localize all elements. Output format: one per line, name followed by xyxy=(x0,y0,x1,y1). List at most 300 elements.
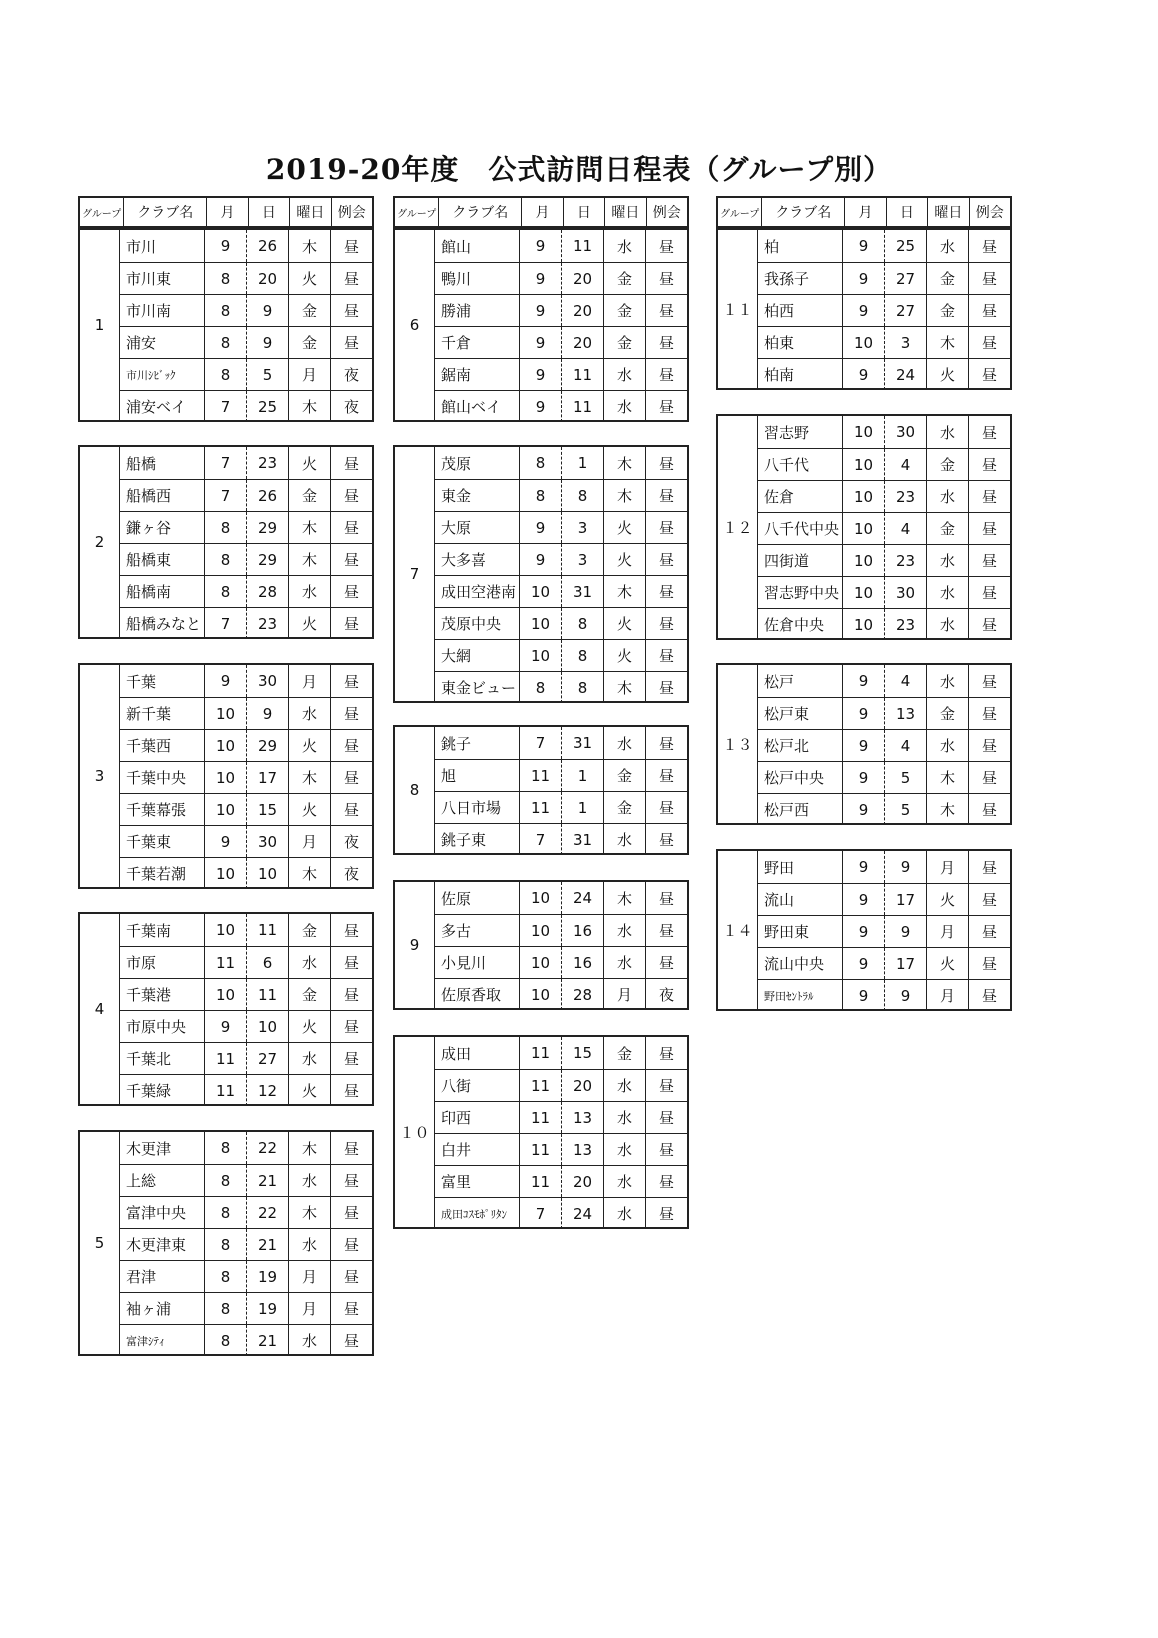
club-name: 船橋東 xyxy=(126,551,172,569)
visit-month: 10 xyxy=(842,545,884,576)
visit-day: 24 xyxy=(561,1198,603,1229)
visit-day: 9 xyxy=(246,327,288,358)
table-row xyxy=(758,665,1010,697)
meeting-type: 昼 xyxy=(968,416,1010,448)
visit-day: 20 xyxy=(561,327,603,358)
visit-month: 8 xyxy=(204,1325,246,1356)
club-name: 八千代中央 xyxy=(764,520,840,538)
visit-day: 9 xyxy=(246,295,288,326)
table-row xyxy=(758,326,1010,358)
club-name: 柏 xyxy=(764,237,780,256)
club-name: 千葉幕張 xyxy=(126,801,187,819)
group-block xyxy=(393,445,689,703)
meeting-type: 夜 xyxy=(330,391,372,422)
table-row xyxy=(120,447,372,479)
header-group: グループ xyxy=(397,208,437,220)
visit-month: 10 xyxy=(842,513,884,544)
visit-weekday: 水 xyxy=(603,230,645,262)
visit-weekday: 月 xyxy=(603,979,645,1010)
visit-weekday: 金 xyxy=(288,480,330,511)
visit-weekday: 木 xyxy=(288,762,330,793)
club-name: 茂原中央 xyxy=(441,615,502,633)
meeting-type: 昼 xyxy=(968,481,1010,512)
visit-month: 9 xyxy=(204,826,246,857)
meeting-type: 昼 xyxy=(645,824,687,855)
meeting-type: 昼 xyxy=(968,884,1010,915)
visit-day: 9 xyxy=(884,916,926,947)
table-row xyxy=(435,1165,687,1197)
club-name: 市川ｼﾋﾞｯｸ xyxy=(126,368,176,382)
visit-weekday: 水 xyxy=(288,1325,330,1356)
meeting-type: 昼 xyxy=(330,979,372,1010)
table-row xyxy=(120,262,372,294)
club-name: 千葉北 xyxy=(126,1050,172,1068)
visit-month: 9 xyxy=(519,230,561,262)
club-name: 新千葉 xyxy=(126,705,172,723)
table-row xyxy=(435,1133,687,1165)
header-group: グループ xyxy=(720,208,760,220)
visit-weekday: 木 xyxy=(288,1132,330,1164)
table-row xyxy=(435,1069,687,1101)
meeting-type: 昼 xyxy=(645,947,687,978)
club-name: 流山中央 xyxy=(764,955,825,973)
meeting-type: 昼 xyxy=(645,727,687,759)
visit-month: 8 xyxy=(204,1229,246,1260)
visit-weekday: 月 xyxy=(288,665,330,697)
visit-day: 4 xyxy=(884,449,926,480)
table-row xyxy=(435,543,687,575)
group-number: 3 xyxy=(80,665,120,887)
club-name: 野田東 xyxy=(764,923,810,941)
club-name: 成田空港南 xyxy=(441,583,517,601)
visit-month: 8 xyxy=(519,672,561,703)
visit-weekday: 月 xyxy=(288,1293,330,1324)
meeting-type: 昼 xyxy=(968,698,1010,729)
table-row xyxy=(120,857,372,889)
meeting-type: 昼 xyxy=(330,1043,372,1074)
visit-weekday: 木 xyxy=(926,794,968,825)
club-name: 館山ベイ xyxy=(441,398,502,416)
meeting-type: 昼 xyxy=(330,327,372,358)
club-name: 富津ｼﾃｨ xyxy=(126,1334,165,1348)
table-row xyxy=(120,479,372,511)
club-name: 松戸東 xyxy=(764,705,810,723)
visit-day: 29 xyxy=(246,512,288,543)
visit-day: 28 xyxy=(246,576,288,607)
meeting-type: 昼 xyxy=(645,512,687,543)
visit-weekday: 火 xyxy=(926,948,968,979)
visit-day: 11 xyxy=(561,230,603,262)
visit-month: 9 xyxy=(842,948,884,979)
visit-day: 28 xyxy=(561,979,603,1010)
meeting-type: 昼 xyxy=(645,792,687,823)
meeting-type: 昼 xyxy=(968,263,1010,294)
club-name: 佐原 xyxy=(441,889,472,908)
club-name: 大網 xyxy=(441,647,472,665)
club-name: 八千代 xyxy=(764,456,810,474)
visit-day: 23 xyxy=(884,481,926,512)
table-row xyxy=(435,511,687,543)
visit-weekday: 火 xyxy=(288,608,330,639)
meeting-type: 昼 xyxy=(968,513,1010,544)
visit-day: 5 xyxy=(884,794,926,825)
visit-month: 8 xyxy=(204,359,246,390)
visit-day: 20 xyxy=(561,1166,603,1197)
visit-day: 30 xyxy=(884,416,926,448)
visit-day: 1 xyxy=(561,447,603,479)
visit-month: 9 xyxy=(842,884,884,915)
meeting-type: 昼 xyxy=(645,608,687,639)
club-name: 千葉南 xyxy=(126,921,172,940)
visit-weekday: 水 xyxy=(926,416,968,448)
visit-weekday: 金 xyxy=(603,295,645,326)
visit-weekday: 金 xyxy=(926,263,968,294)
visit-month: 11 xyxy=(519,1102,561,1133)
visit-day: 17 xyxy=(884,884,926,915)
group-rows xyxy=(758,851,1010,1009)
visit-weekday: 木 xyxy=(288,1197,330,1228)
group-number: 1 xyxy=(80,230,120,420)
club-name: 柏南 xyxy=(764,366,795,384)
table-row xyxy=(120,825,372,857)
meeting-type: 昼 xyxy=(968,980,1010,1011)
club-name: 松戸西 xyxy=(764,801,810,819)
group-rows xyxy=(435,1037,687,1227)
table-row xyxy=(120,1164,372,1196)
table-row xyxy=(120,793,372,825)
visit-weekday: 木 xyxy=(603,447,645,479)
club-name: 館山 xyxy=(441,237,472,256)
visit-day: 11 xyxy=(246,914,288,946)
meeting-type: 昼 xyxy=(330,730,372,761)
header-month: 月 xyxy=(521,198,562,226)
table-row xyxy=(120,543,372,575)
club-name: 千倉 xyxy=(441,334,472,352)
visit-day: 30 xyxy=(246,665,288,697)
meeting-type: 夜 xyxy=(330,858,372,889)
visit-month: 10 xyxy=(204,858,246,889)
visit-day: 20 xyxy=(561,263,603,294)
table-row xyxy=(120,914,372,946)
header-club: クラブ名 xyxy=(123,198,206,226)
group-number: 2 xyxy=(80,447,120,637)
group-block xyxy=(393,1035,689,1229)
visit-month: 8 xyxy=(204,576,246,607)
club-name: 成田ｺｽﾓﾎﾟﾘﾀﾝ xyxy=(441,1207,507,1221)
visit-day: 9 xyxy=(246,698,288,729)
meeting-type: 昼 xyxy=(968,545,1010,576)
club-name: 富津中央 xyxy=(126,1204,187,1222)
group-block xyxy=(716,228,1012,390)
visit-weekday: 火 xyxy=(288,794,330,825)
visit-day: 23 xyxy=(246,447,288,479)
meeting-type: 昼 xyxy=(330,762,372,793)
visit-day: 29 xyxy=(246,544,288,575)
visit-day: 1 xyxy=(561,760,603,791)
table-row xyxy=(758,793,1010,825)
visit-month: 9 xyxy=(204,1011,246,1042)
visit-month: 9 xyxy=(204,230,246,262)
club-name: 千葉東 xyxy=(126,833,172,851)
table-row xyxy=(758,480,1010,512)
visit-weekday: 木 xyxy=(603,672,645,703)
meeting-type: 昼 xyxy=(330,1229,372,1260)
visit-month: 10 xyxy=(204,794,246,825)
visit-weekday: 木 xyxy=(288,391,330,422)
visit-month: 11 xyxy=(204,947,246,978)
visit-weekday: 火 xyxy=(288,263,330,294)
visit-weekday: 水 xyxy=(288,1165,330,1196)
meeting-type: 昼 xyxy=(330,1197,372,1228)
table-row xyxy=(758,697,1010,729)
visit-month: 10 xyxy=(842,577,884,608)
visit-day: 23 xyxy=(884,609,926,640)
meeting-type: 昼 xyxy=(968,762,1010,793)
table-row xyxy=(758,262,1010,294)
visit-month: 9 xyxy=(842,263,884,294)
group-number: 6 xyxy=(395,230,435,420)
club-name: 市原 xyxy=(126,954,157,972)
visit-weekday: 月 xyxy=(288,359,330,390)
meeting-type: 昼 xyxy=(330,698,372,729)
club-name: 木更津東 xyxy=(126,1236,187,1254)
table-row xyxy=(435,326,687,358)
visit-day: 9 xyxy=(884,851,926,883)
visit-day: 27 xyxy=(246,1043,288,1074)
visit-day: 21 xyxy=(246,1229,288,1260)
table-row xyxy=(120,1260,372,1292)
visit-day: 16 xyxy=(561,947,603,978)
visit-month: 8 xyxy=(519,447,561,479)
meeting-type: 昼 xyxy=(645,295,687,326)
visit-month: 8 xyxy=(204,512,246,543)
visit-day: 31 xyxy=(561,727,603,759)
group-rows xyxy=(435,230,687,420)
visit-day: 16 xyxy=(561,915,603,946)
meeting-type: 夜 xyxy=(330,359,372,390)
visit-weekday: 火 xyxy=(603,640,645,671)
visit-day: 25 xyxy=(246,391,288,422)
visit-month: 10 xyxy=(842,481,884,512)
visit-day: 20 xyxy=(561,295,603,326)
header-month: 月 xyxy=(844,198,885,226)
table-row xyxy=(435,823,687,855)
table-row xyxy=(120,1132,372,1164)
visit-day: 1 xyxy=(561,792,603,823)
club-name: 四街道 xyxy=(764,552,810,570)
table-row xyxy=(120,665,372,697)
visit-month: 8 xyxy=(519,480,561,511)
visit-weekday: 月 xyxy=(926,980,968,1011)
visit-month: 10 xyxy=(519,947,561,978)
visit-weekday: 金 xyxy=(926,513,968,544)
table-row xyxy=(120,1196,372,1228)
visit-day: 30 xyxy=(246,826,288,857)
visit-month: 11 xyxy=(519,760,561,791)
visit-month: 7 xyxy=(204,391,246,422)
group-number: 7 xyxy=(395,447,435,701)
visit-day: 12 xyxy=(246,1075,288,1106)
visit-month: 9 xyxy=(842,762,884,793)
table-row xyxy=(435,759,687,791)
club-name: 鴨川 xyxy=(441,270,472,288)
visit-weekday: 火 xyxy=(603,544,645,575)
header-day: 日 xyxy=(563,198,604,226)
visit-weekday: 火 xyxy=(288,730,330,761)
table-row xyxy=(435,791,687,823)
group-number: 9 xyxy=(395,882,435,1008)
table-row xyxy=(758,608,1010,640)
visit-day: 10 xyxy=(246,858,288,889)
visit-weekday: 水 xyxy=(288,947,330,978)
club-name: 旭 xyxy=(441,767,457,785)
visit-day: 20 xyxy=(561,1070,603,1101)
group-number: 5 xyxy=(80,1132,120,1354)
visit-month: 9 xyxy=(842,359,884,390)
visit-month: 8 xyxy=(204,1197,246,1228)
page-title: 2019-20年度 公式訪問日程表（グループ別） xyxy=(265,153,893,186)
visit-weekday: 木 xyxy=(603,576,645,607)
table-row xyxy=(435,575,687,607)
visit-weekday: 水 xyxy=(603,727,645,759)
club-name: 船橋 xyxy=(126,454,157,473)
visit-day: 21 xyxy=(246,1325,288,1356)
club-name: 銚子 xyxy=(441,734,472,753)
visit-day: 21 xyxy=(246,1165,288,1196)
table-row xyxy=(758,979,1010,1011)
table-row xyxy=(120,946,372,978)
visit-day: 10 xyxy=(246,1011,288,1042)
meeting-type: 昼 xyxy=(645,672,687,703)
visit-day: 8 xyxy=(561,480,603,511)
club-name: 多古 xyxy=(441,922,472,940)
club-name: 八街 xyxy=(441,1077,472,1095)
visit-weekday: 木 xyxy=(288,544,330,575)
group-block xyxy=(716,663,1012,825)
group-number: １０ xyxy=(395,1037,435,1227)
header-club: クラブ名 xyxy=(761,198,844,226)
visit-month: 11 xyxy=(204,1043,246,1074)
visit-day: 31 xyxy=(561,824,603,855)
visit-weekday: 水 xyxy=(603,824,645,855)
table-row xyxy=(758,544,1010,576)
group-block xyxy=(393,725,689,855)
meeting-type: 昼 xyxy=(330,263,372,294)
visit-month: 8 xyxy=(204,1132,246,1164)
table-row xyxy=(120,1010,372,1042)
visit-day: 17 xyxy=(884,948,926,979)
visit-month: 7 xyxy=(204,608,246,639)
group-rows xyxy=(435,447,687,701)
visit-day: 23 xyxy=(246,608,288,639)
club-name: 佐倉中央 xyxy=(764,616,825,634)
meeting-type: 夜 xyxy=(645,979,687,1010)
meeting-type: 昼 xyxy=(968,948,1010,979)
visit-weekday: 火 xyxy=(603,608,645,639)
visit-month: 7 xyxy=(519,727,561,759)
group-rows xyxy=(435,882,687,1008)
visit-month: 9 xyxy=(842,916,884,947)
meeting-type: 昼 xyxy=(330,230,372,262)
club-name: 市川南 xyxy=(126,302,172,320)
club-name: 東金ビュー xyxy=(441,679,517,697)
group-block xyxy=(716,414,1012,640)
table-row xyxy=(120,761,372,793)
table-row xyxy=(435,294,687,326)
meeting-type: 昼 xyxy=(645,1166,687,1197)
visit-month: 8 xyxy=(204,263,246,294)
visit-weekday: 水 xyxy=(926,545,968,576)
visit-day: 24 xyxy=(884,359,926,390)
meeting-type: 昼 xyxy=(645,447,687,479)
table-row xyxy=(758,416,1010,448)
club-name: 習志野 xyxy=(764,423,810,442)
club-name: 千葉緑 xyxy=(126,1082,172,1100)
visit-day: 11 xyxy=(561,391,603,422)
meeting-type: 昼 xyxy=(968,609,1010,640)
club-name: 千葉中央 xyxy=(126,769,187,787)
table-header xyxy=(716,196,1012,228)
table-row xyxy=(758,729,1010,761)
table-row xyxy=(435,946,687,978)
club-name: 松戸北 xyxy=(764,737,810,755)
visit-month: 8 xyxy=(204,1293,246,1324)
meeting-type: 昼 xyxy=(330,1075,372,1106)
visit-month: 9 xyxy=(519,512,561,543)
group-number: １１ xyxy=(718,230,758,388)
club-name: 松戸 xyxy=(764,672,795,691)
visit-month: 10 xyxy=(204,914,246,946)
table-row xyxy=(435,447,687,479)
meeting-type: 夜 xyxy=(330,826,372,857)
group-block xyxy=(78,228,374,422)
visit-weekday: 木 xyxy=(926,762,968,793)
table-row xyxy=(758,851,1010,883)
header-day: 日 xyxy=(886,198,927,226)
table-row xyxy=(120,978,372,1010)
group-rows xyxy=(758,230,1010,388)
visit-month: 11 xyxy=(519,1166,561,1197)
visit-day: 3 xyxy=(884,327,926,358)
club-name: 千葉 xyxy=(126,672,157,691)
table-row xyxy=(120,1292,372,1324)
group-rows xyxy=(758,416,1010,638)
meeting-type: 昼 xyxy=(330,447,372,479)
visit-weekday: 水 xyxy=(603,947,645,978)
visit-weekday: 木 xyxy=(288,512,330,543)
header-meeting: 例会 xyxy=(331,198,372,226)
visit-month: 10 xyxy=(842,449,884,480)
group-rows xyxy=(120,230,372,420)
visit-day: 17 xyxy=(246,762,288,793)
meeting-type: 昼 xyxy=(968,916,1010,947)
table-row xyxy=(435,479,687,511)
visit-weekday: 水 xyxy=(926,577,968,608)
table-row xyxy=(120,511,372,543)
visit-day: 9 xyxy=(884,980,926,1011)
visit-month: 10 xyxy=(204,979,246,1010)
table-row xyxy=(758,512,1010,544)
visit-day: 4 xyxy=(884,730,926,761)
club-name: 佐倉 xyxy=(764,488,795,506)
visit-weekday: 水 xyxy=(926,481,968,512)
group-rows xyxy=(758,665,1010,823)
club-name: 袖ヶ浦 xyxy=(126,1300,172,1318)
visit-day: 29 xyxy=(246,730,288,761)
meeting-type: 昼 xyxy=(968,730,1010,761)
club-name: 千葉港 xyxy=(126,986,172,1004)
visit-day: 8 xyxy=(561,640,603,671)
